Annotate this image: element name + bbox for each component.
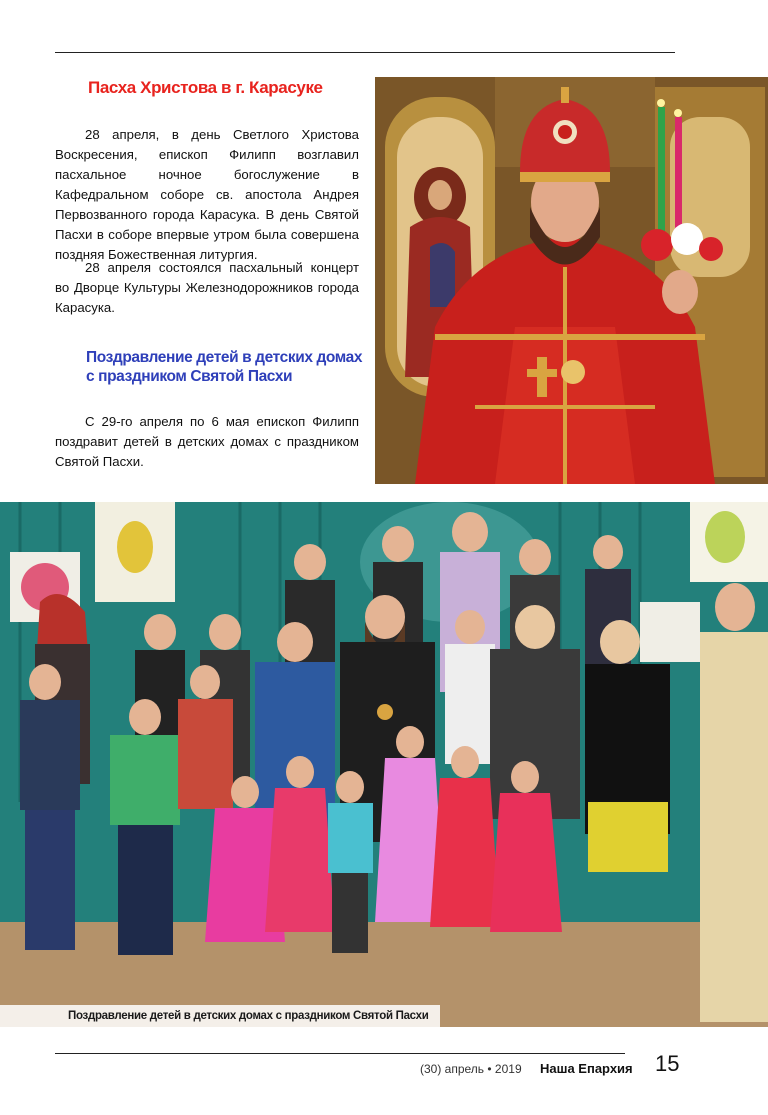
paragraph-text: 28 апреля, в день Светлого Христова Воскресения, епископ Филипп возглавил пасхальное ночное богослужение в Кафедральном соборе св. апостола Андрея Первозванного города Карасука. В день Святой Пасхи в соборе впервые утром была совершена поздняя Божественная литургия. — [55, 127, 359, 262]
bishop-illustration — [375, 77, 768, 484]
bishop-photo — [375, 77, 768, 484]
footer-magazine-name: Наша Епархия — [540, 1061, 633, 1076]
section-paragraph — [55, 412, 359, 472]
article-title: Пасха Христова в г. Карасуке — [88, 78, 323, 97]
photo-caption: Поздравление детей в детских домах с праздником Святой Пасхи — [0, 1005, 440, 1027]
section-title: Поздравление детей в детских домах с праздником Святой Пасхи — [86, 349, 363, 385]
top-rule — [55, 52, 675, 53]
bottom-rule — [55, 1053, 625, 1054]
group-photo — [0, 502, 768, 1027]
group-illustration — [0, 502, 768, 1027]
page-number: 15 — [655, 1051, 680, 1076]
article-paragraph-2 — [55, 258, 359, 318]
article-paragraph-1 — [55, 125, 359, 265]
paragraph-text: 28 апреля состоялся пасхальный концерт во Дворце Культуры Железнодорожников города Карасука. — [55, 260, 359, 315]
paragraph-text: С 29-го апреля по 6 мая епископ Филипп поздравит детей в детских домах с праздником Святой Пасхи. — [55, 414, 359, 469]
footer-issue: (30) апрель • 2019 — [420, 1062, 522, 1076]
